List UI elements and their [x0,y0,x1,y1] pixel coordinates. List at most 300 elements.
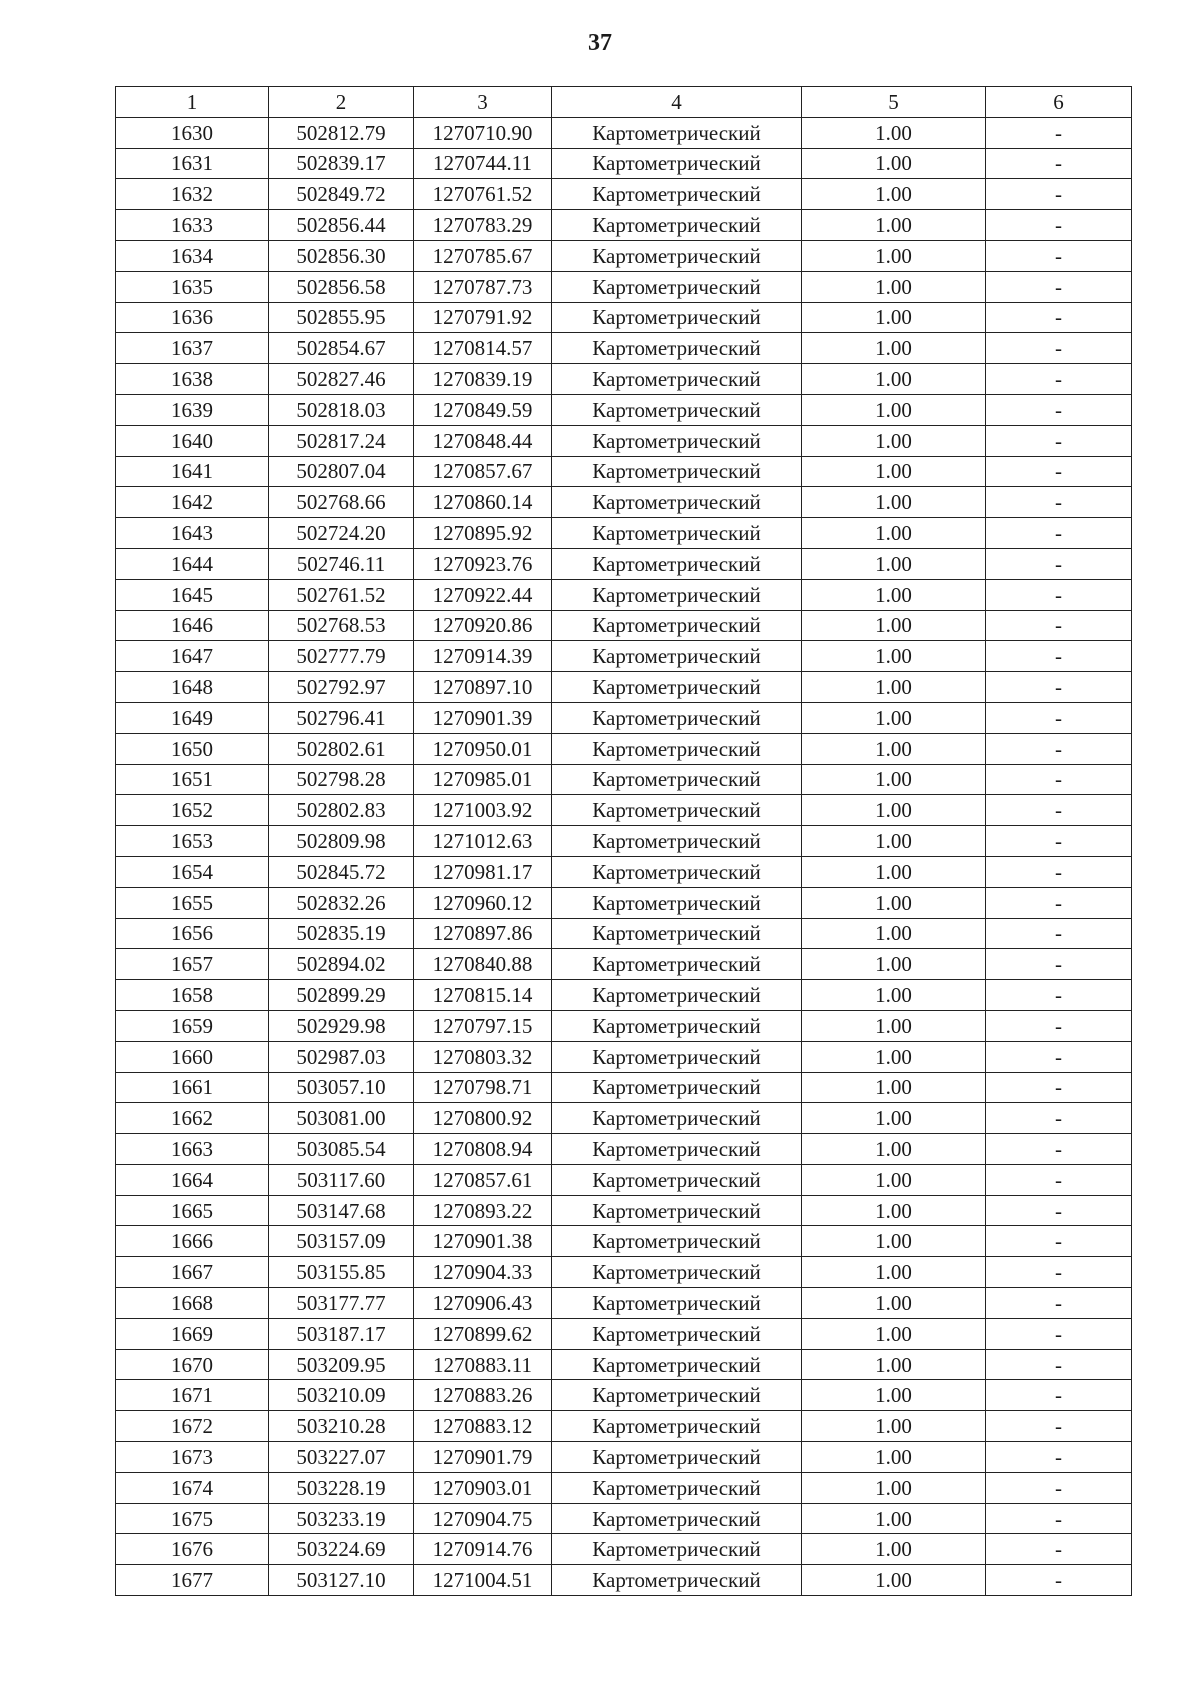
table-cell: 1.00 [802,887,986,918]
table-cell: 1270897.10 [414,672,552,703]
table-cell: Картометрический [552,271,802,302]
table-row [116,826,1132,857]
table-cell: 1662 [116,1103,269,1134]
table-cell: 1.00 [802,1411,986,1442]
table-cell: 1667 [116,1257,269,1288]
table-cell: 1270904.33 [414,1257,552,1288]
table-cell: - [986,1565,1132,1596]
table-cell: 1.00 [802,980,986,1011]
table-cell: 1.00 [802,826,986,857]
table-cell: 503177.77 [269,1288,414,1319]
table-cell: 1.00 [802,302,986,333]
table-cell: 1270791.92 [414,302,552,333]
table-cell: 1270849.59 [414,394,552,425]
table-cell: - [986,210,1132,241]
table-cell: - [986,364,1132,395]
table-cell: 1.00 [802,1103,986,1134]
table-row [116,487,1132,518]
table-cell: 502856.58 [269,271,414,302]
table-cell: 502856.44 [269,210,414,241]
table-cell: - [986,1103,1132,1134]
table-row [116,1010,1132,1041]
header-cell: 2 [269,87,414,118]
table-row [116,733,1132,764]
table-cell: - [986,764,1132,795]
table-cell: 1669 [116,1318,269,1349]
table-cell: 1270895.92 [414,518,552,549]
table-cell: 1659 [116,1010,269,1041]
table-cell: 1270803.32 [414,1041,552,1072]
table-cell: Картометрический [552,1349,802,1380]
table-cell: Картометрический [552,1226,802,1257]
table-cell: 1.00 [802,364,986,395]
table-cell: 1630 [116,117,269,148]
table-cell: 1653 [116,826,269,857]
table-cell: - [986,579,1132,610]
table-cell: - [986,949,1132,980]
table-cell: 1.00 [802,1503,986,1534]
table-cell: - [986,548,1132,579]
table-cell: 1.00 [802,764,986,795]
table-cell: 1270901.39 [414,702,552,733]
table-cell: 1270903.01 [414,1472,552,1503]
table-cell: 502849.72 [269,179,414,210]
table-cell: Картометрический [552,333,802,364]
table-row [116,456,1132,487]
table-cell: - [986,1442,1132,1473]
table-cell: - [986,980,1132,1011]
table-cell: - [986,1164,1132,1195]
table-cell: Картометрический [552,856,802,887]
table-cell: 1.00 [802,333,986,364]
table-cell: Картометрический [552,1380,802,1411]
table-cell: 1270883.11 [414,1349,552,1380]
table-cell: 1270922.44 [414,579,552,610]
table-cell: Картометрический [552,1503,802,1534]
table-cell: 1270787.73 [414,271,552,302]
table-cell: Картометрический [552,394,802,425]
table-cell: - [986,702,1132,733]
table-row [116,949,1132,980]
table-cell: 1664 [116,1164,269,1195]
table-cell: Картометрический [552,1534,802,1565]
table-row [116,425,1132,456]
table-cell: Картометрический [552,518,802,549]
table-cell: 502809.98 [269,826,414,857]
table-cell: 502796.41 [269,702,414,733]
table-cell: 1674 [116,1472,269,1503]
table-cell: 502818.03 [269,394,414,425]
table-row [116,1072,1132,1103]
table-cell: 1654 [116,856,269,887]
table-cell: 1270883.12 [414,1411,552,1442]
table-row [116,1318,1132,1349]
table-cell: - [986,425,1132,456]
table-cell: 1.00 [802,1288,986,1319]
table-cell: 1631 [116,148,269,179]
table-cell: 1661 [116,1072,269,1103]
table-cell: 1270920.86 [414,610,552,641]
table-cell: 503187.17 [269,1318,414,1349]
table-cell: 502987.03 [269,1041,414,1072]
table-cell: Картометрический [552,733,802,764]
table-cell: 1270985.01 [414,764,552,795]
table-cell: 1639 [116,394,269,425]
table-cell: 1270901.79 [414,1442,552,1473]
table-cell: 1.00 [802,271,986,302]
table-cell: - [986,1472,1132,1503]
table-cell: 503233.19 [269,1503,414,1534]
table-cell: 503210.28 [269,1411,414,1442]
table-cell: 503057.10 [269,1072,414,1103]
table-cell: 1634 [116,240,269,271]
table-row [116,887,1132,918]
table-cell: - [986,1072,1132,1103]
table-cell: Картометрический [552,949,802,980]
table-row [116,302,1132,333]
table-cell: Картометрический [552,1010,802,1041]
header-cell: 6 [986,87,1132,118]
table-cell: Картометрический [552,610,802,641]
table-row [116,1349,1132,1380]
table-cell: 1270710.90 [414,117,552,148]
table-cell: 502802.83 [269,795,414,826]
table-cell: 1637 [116,333,269,364]
table-cell: 502761.52 [269,579,414,610]
table-cell: Картометрический [552,980,802,1011]
table-cell: 1270899.62 [414,1318,552,1349]
table-cell: 1.00 [802,1257,986,1288]
table-row [116,1565,1132,1596]
table-cell: - [986,333,1132,364]
table-cell: 1.00 [802,179,986,210]
table-cell: 502929.98 [269,1010,414,1041]
table-cell: 1655 [116,887,269,918]
table-cell: - [986,887,1132,918]
table-cell: - [986,1041,1132,1072]
table-cell: 1.00 [802,1472,986,1503]
table-cell: 1271004.51 [414,1565,552,1596]
table-cell: - [986,1226,1132,1257]
table-row [116,641,1132,672]
table-cell: 1677 [116,1565,269,1596]
table-cell: 1.00 [802,456,986,487]
table-cell: 503209.95 [269,1349,414,1380]
table-cell: 502839.17 [269,148,414,179]
table-cell: Картометрический [552,425,802,456]
table-cell: 502777.79 [269,641,414,672]
table-row [116,179,1132,210]
table-row [116,672,1132,703]
table-row [116,610,1132,641]
table-cell: 1666 [116,1226,269,1257]
table-cell: Картометрический [552,179,802,210]
table-row [116,1164,1132,1195]
table-cell: - [986,487,1132,518]
table-cell: - [986,1534,1132,1565]
table-cell: Картометрический [552,1164,802,1195]
table-row [116,1288,1132,1319]
table-cell: 1645 [116,579,269,610]
table-cell: 1271012.63 [414,826,552,857]
table-cell: 1642 [116,487,269,518]
table-cell: - [986,1503,1132,1534]
table-cell: 1.00 [802,518,986,549]
table-cell: - [986,179,1132,210]
table-cell: 1.00 [802,1195,986,1226]
table-cell: Картометрический [552,918,802,949]
table-cell: 1640 [116,425,269,456]
table-cell: Картометрический [552,672,802,703]
table-row [116,117,1132,148]
table-body [116,117,1132,1595]
table-row [116,1411,1132,1442]
table-cell: Картометрический [552,1318,802,1349]
table-row [116,1103,1132,1134]
table-cell: 1652 [116,795,269,826]
table-cell: Картометрический [552,456,802,487]
table-cell: 1638 [116,364,269,395]
table-cell: 1270798.71 [414,1072,552,1103]
table-row [116,394,1132,425]
table-cell: 1270797.15 [414,1010,552,1041]
header-cell: 5 [802,87,986,118]
table-row [116,795,1132,826]
table-row [116,518,1132,549]
table-cell: 502854.67 [269,333,414,364]
table-cell: - [986,1010,1132,1041]
table-cell: 502724.20 [269,518,414,549]
table-cell: 1.00 [802,1164,986,1195]
table-cell: 1.00 [802,733,986,764]
table-cell: 502855.95 [269,302,414,333]
table-cell: 1.00 [802,579,986,610]
table-cell: 1270914.76 [414,1534,552,1565]
table-row [116,764,1132,795]
table-cell: - [986,518,1132,549]
table-cell: 1.00 [802,117,986,148]
table-cell: 1270914.39 [414,641,552,672]
table-row [116,1472,1132,1503]
table-cell: 1670 [116,1349,269,1380]
table-cell: 1270815.14 [414,980,552,1011]
table-cell: 503085.54 [269,1134,414,1165]
table-cell: Картометрический [552,364,802,395]
table-cell: 1.00 [802,1010,986,1041]
table-cell: Картометрический [552,579,802,610]
table-cell: - [986,394,1132,425]
table-cell: 1.00 [802,240,986,271]
table-cell: - [986,456,1132,487]
table-cell: Картометрический [552,1103,802,1134]
table-cell: - [986,1380,1132,1411]
table-cell: 1644 [116,548,269,579]
table-cell: 503117.60 [269,1164,414,1195]
table-cell: 1270744.11 [414,148,552,179]
table-cell: - [986,271,1132,302]
table-cell: 502817.24 [269,425,414,456]
table-cell: 1633 [116,210,269,241]
table-cell: 503081.00 [269,1103,414,1134]
table-cell: 1270860.14 [414,487,552,518]
table-cell: - [986,1195,1132,1226]
table-cell: 1.00 [802,210,986,241]
table-cell: 1.00 [802,487,986,518]
table-cell: Картометрический [552,1072,802,1103]
table-cell: 1270848.44 [414,425,552,456]
table-cell: 1.00 [802,1072,986,1103]
table-row [116,271,1132,302]
table-cell: 502845.72 [269,856,414,887]
table-cell: 1270960.12 [414,887,552,918]
table-row [116,210,1132,241]
table-cell: 1632 [116,179,269,210]
table-cell: Картометрический [552,1442,802,1473]
table-cell: - [986,856,1132,887]
table-cell: 1673 [116,1442,269,1473]
table-cell: 1271003.92 [414,795,552,826]
table-cell: 1.00 [802,918,986,949]
table-cell: 1.00 [802,425,986,456]
table-row [116,333,1132,364]
table-cell: 1270883.26 [414,1380,552,1411]
table-cell: 502768.53 [269,610,414,641]
table-cell: 1.00 [802,1534,986,1565]
table-cell: 1270814.57 [414,333,552,364]
table-cell: Картометрический [552,1041,802,1072]
table-cell: - [986,1134,1132,1165]
table-cell: 1643 [116,518,269,549]
table-cell: 503147.68 [269,1195,414,1226]
table-cell: Картометрический [552,1134,802,1165]
table-cell: Картометрический [552,1288,802,1319]
header-cell: 4 [552,87,802,118]
table-cell: 502856.30 [269,240,414,271]
table-cell: 1.00 [802,1349,986,1380]
table-cell: 503155.85 [269,1257,414,1288]
table-cell: 503157.09 [269,1226,414,1257]
table-cell: - [986,1349,1132,1380]
table-cell: Картометрический [552,548,802,579]
table-cell: 502792.97 [269,672,414,703]
table-cell: 502894.02 [269,949,414,980]
table-cell: Картометрический [552,240,802,271]
coordinates-table [115,86,1132,1596]
table-cell: 1675 [116,1503,269,1534]
header-row [116,87,1132,118]
table-cell: 1635 [116,271,269,302]
table-cell: 1646 [116,610,269,641]
table-cell: 1649 [116,702,269,733]
table-cell: 1270800.92 [414,1103,552,1134]
table-cell: 502802.61 [269,733,414,764]
table-cell: 1657 [116,949,269,980]
table-row [116,856,1132,887]
table-row [116,1134,1132,1165]
table-cell: 503228.19 [269,1472,414,1503]
table-cell: 1658 [116,980,269,1011]
table-cell: 1.00 [802,856,986,887]
table-cell: 503227.07 [269,1442,414,1473]
table-cell: 1270893.22 [414,1195,552,1226]
table-cell: 1.00 [802,702,986,733]
table-cell: Картометрический [552,641,802,672]
table-cell: - [986,117,1132,148]
table-cell: 1665 [116,1195,269,1226]
table-cell: 1647 [116,641,269,672]
table-cell: - [986,240,1132,271]
table-cell: Картометрический [552,210,802,241]
table-cell: - [986,826,1132,857]
table-cell: 1.00 [802,610,986,641]
table-cell: - [986,148,1132,179]
table-cell: 1.00 [802,949,986,980]
table-cell: 1651 [116,764,269,795]
table-row [116,579,1132,610]
table-cell: 1648 [116,672,269,703]
table-cell: 1.00 [802,1226,986,1257]
table-cell: Картометрический [552,702,802,733]
table-cell: Картометрический [552,1257,802,1288]
table-cell: 1270923.76 [414,548,552,579]
table-cell: Картометрический [552,764,802,795]
table-cell: 1656 [116,918,269,949]
table-cell: 1270981.17 [414,856,552,887]
table-cell: 1270783.29 [414,210,552,241]
table-cell: 502827.46 [269,364,414,395]
table-cell: 503127.10 [269,1565,414,1596]
table-cell: - [986,1257,1132,1288]
page-number: 37 [588,30,612,56]
table-cell: 1.00 [802,1134,986,1165]
table-cell: - [986,918,1132,949]
table-header [116,87,1132,118]
table-cell: 1270857.67 [414,456,552,487]
table-cell: 1.00 [802,548,986,579]
table-cell: Картометрический [552,1472,802,1503]
table-cell: 1270808.94 [414,1134,552,1165]
table-cell: 1663 [116,1134,269,1165]
table-cell: - [986,672,1132,703]
table-cell: 1270761.52 [414,179,552,210]
table-row [116,980,1132,1011]
table-cell: Картометрический [552,302,802,333]
table-cell: 1650 [116,733,269,764]
table-cell: Картометрический [552,1565,802,1596]
table-row [116,1195,1132,1226]
table-cell: - [986,641,1132,672]
table-cell: 1270897.86 [414,918,552,949]
table-cell: 1270950.01 [414,733,552,764]
table-row [116,1534,1132,1565]
table-cell: 1270840.88 [414,949,552,980]
table-cell: 1.00 [802,795,986,826]
table-cell: - [986,610,1132,641]
table-cell: Картометрический [552,487,802,518]
table-cell: 1636 [116,302,269,333]
table-row [116,1257,1132,1288]
table-cell: 1672 [116,1411,269,1442]
table-cell: 1270906.43 [414,1288,552,1319]
table-cell: - [986,1318,1132,1349]
table-cell: 1270901.38 [414,1226,552,1257]
table-row [116,1380,1132,1411]
table-cell: 502768.66 [269,487,414,518]
table-cell: 1.00 [802,394,986,425]
table-cell: - [986,733,1132,764]
table-row [116,240,1132,271]
table-cell: 1.00 [802,1442,986,1473]
